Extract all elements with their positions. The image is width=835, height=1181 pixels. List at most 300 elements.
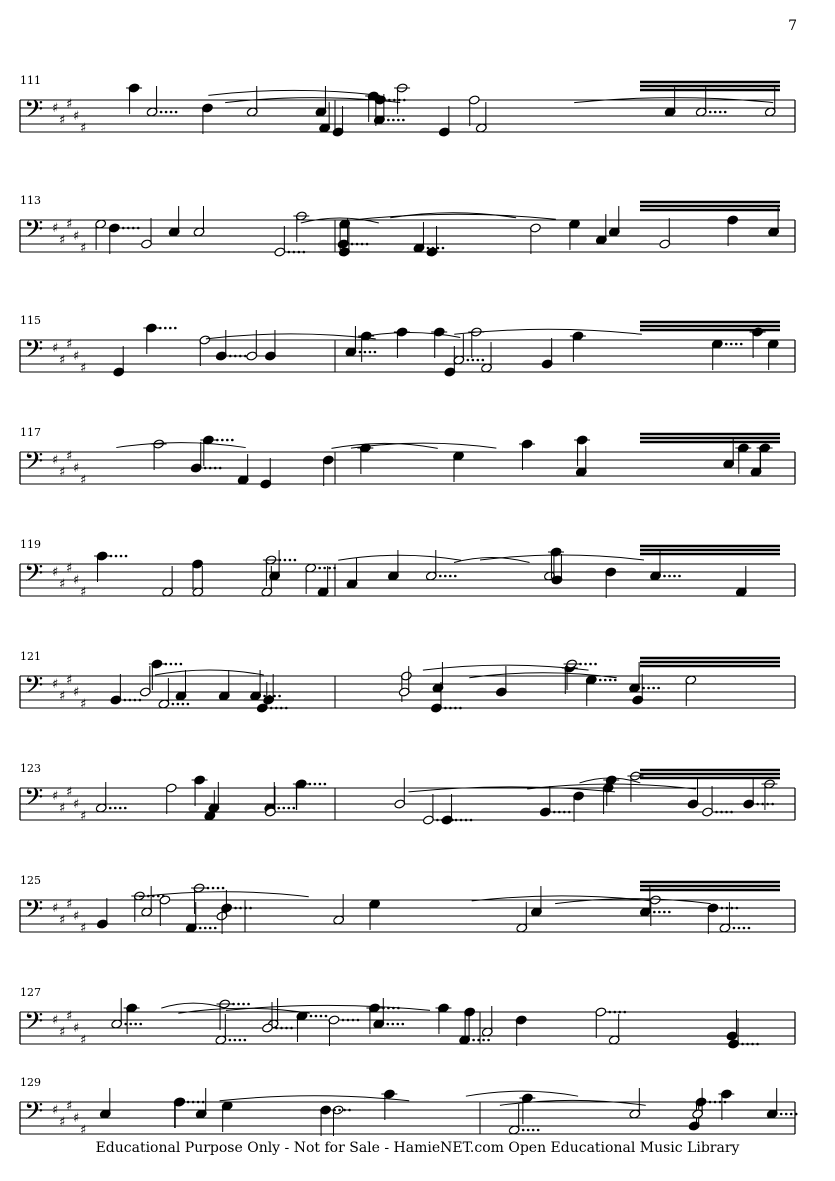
staff-system xyxy=(0,1078,835,1181)
key-sharp: ♯ xyxy=(59,113,66,128)
rhythm-dot xyxy=(472,1039,475,1042)
key-sharp: ♯ xyxy=(59,577,66,592)
rhythm-dot xyxy=(279,559,282,562)
rhythm-dot xyxy=(348,1109,351,1112)
rhythm-dot xyxy=(454,707,457,710)
rhythm-dot xyxy=(730,811,733,814)
rhythm-dot xyxy=(303,251,306,254)
rhythm-dot xyxy=(532,1129,535,1132)
rhythm-dot xyxy=(284,559,287,562)
key-sharp: ♯ xyxy=(66,337,73,352)
bass-clef: 𝄢 xyxy=(24,447,44,482)
key-sharp: ♯ xyxy=(52,1103,59,1118)
key-sharp: ♯ xyxy=(66,561,73,576)
rhythm-dot xyxy=(437,247,440,250)
staff-system xyxy=(0,764,835,874)
rhythm-dot xyxy=(343,1109,346,1112)
rhythm-dot xyxy=(277,807,280,810)
measure-number: 113 xyxy=(20,194,41,207)
footer-text: Educational Purpose Only - Not for Sale - HamieNET.com Open Educational Music Library xyxy=(95,1140,740,1156)
rhythm-dot xyxy=(124,699,127,702)
rhythm-dot xyxy=(219,467,222,470)
rhythm-dot xyxy=(249,907,252,910)
rhythm-dot xyxy=(467,359,470,362)
rhythm-dot xyxy=(795,1113,798,1116)
rhythm-dot xyxy=(460,819,463,822)
key-sharp: ♯ xyxy=(73,573,80,588)
rhythm-dot xyxy=(657,687,660,690)
key-sharp: ♯ xyxy=(59,689,66,704)
bass-clef: 𝄢 xyxy=(24,895,44,930)
rhythm-dot xyxy=(522,1129,525,1132)
rhythm-dot xyxy=(714,111,717,114)
rhythm-dot xyxy=(719,111,722,114)
rhythm-dot xyxy=(209,927,212,930)
rhythm-dot xyxy=(165,111,168,114)
rhythm-dot xyxy=(351,243,354,246)
rhythm-dot xyxy=(477,359,480,362)
staff xyxy=(0,652,800,742)
rhythm-dot xyxy=(790,1113,793,1116)
rhythm-dot xyxy=(204,927,207,930)
bass-clef: 𝄢 xyxy=(24,215,44,250)
rhythm-dot xyxy=(239,907,242,910)
key-sharp: ♯ xyxy=(73,685,80,700)
rhythm-dot xyxy=(725,811,728,814)
rhythm-dot xyxy=(174,327,177,330)
key-sharp: ♯ xyxy=(59,913,66,928)
rhythm-dot xyxy=(720,811,723,814)
measure-number: 123 xyxy=(20,762,41,775)
rhythm-dot xyxy=(125,555,128,558)
rhythm-dot xyxy=(678,575,681,578)
rhythm-dot xyxy=(132,227,135,230)
key-sharp: ♯ xyxy=(59,1025,66,1040)
rhythm-dot xyxy=(325,1015,328,1018)
rhythm-dot xyxy=(584,663,587,666)
key-sharp: ♯ xyxy=(73,909,80,924)
rhythm-dot xyxy=(359,351,362,354)
rhythm-dot xyxy=(731,907,734,910)
rhythm-dot xyxy=(169,327,172,330)
rhythm-dot xyxy=(568,811,571,814)
rhythm-dot xyxy=(761,803,764,806)
rhythm-dot xyxy=(751,1043,754,1046)
key-sharp: ♯ xyxy=(52,565,59,580)
rhythm-dot xyxy=(318,567,321,570)
rhythm-dot xyxy=(663,575,666,578)
rhythm-dot xyxy=(122,227,125,230)
rhythm-dot xyxy=(234,355,237,358)
rhythm-dot xyxy=(623,1011,626,1014)
rhythm-dot xyxy=(290,1027,293,1030)
key-sharp: ♯ xyxy=(66,217,73,232)
rhythm-dot xyxy=(614,679,617,682)
rhythm-dot xyxy=(204,467,207,470)
measure-number: 121 xyxy=(20,650,41,663)
rhythm-dot xyxy=(653,911,656,914)
rhythm-dot xyxy=(120,555,123,558)
rhythm-dot xyxy=(604,679,607,682)
key-sharp: ♯ xyxy=(80,121,87,136)
key-sharp: ♯ xyxy=(52,453,59,468)
rhythm-dot xyxy=(232,1003,235,1006)
rhythm-dot xyxy=(285,1027,288,1030)
rhythm-dot xyxy=(398,99,401,102)
rhythm-dot xyxy=(441,819,444,822)
rhythm-dot xyxy=(709,111,712,114)
tie xyxy=(454,329,642,334)
rhythm-dot xyxy=(366,243,369,246)
rhythm-dot xyxy=(124,807,127,810)
rhythm-dot xyxy=(724,111,727,114)
tie xyxy=(500,1100,646,1105)
rhythm-dot xyxy=(465,819,468,822)
rhythm-dot xyxy=(608,1011,611,1014)
rhythm-dot xyxy=(159,327,162,330)
rhythm-dot xyxy=(294,559,297,562)
rhythm-dot xyxy=(785,1113,788,1116)
rhythm-dot xyxy=(129,1023,132,1026)
rhythm-dot xyxy=(239,1039,242,1042)
rhythm-dot xyxy=(175,663,178,666)
measure-number: 115 xyxy=(20,314,41,327)
key-sharp: ♯ xyxy=(52,341,59,356)
rhythm-dot xyxy=(199,927,202,930)
rhythm-dot xyxy=(139,699,142,702)
rhythm-dot xyxy=(273,695,276,698)
staff-system xyxy=(0,876,835,986)
rhythm-dot xyxy=(356,243,359,246)
key-sharp: ♯ xyxy=(59,801,66,816)
rhythm-dot xyxy=(119,807,122,810)
page-number: 7 xyxy=(788,18,797,34)
rhythm-dot xyxy=(558,811,561,814)
rhythm-dot xyxy=(459,707,462,710)
key-sharp: ♯ xyxy=(80,241,87,256)
key-sharp: ♯ xyxy=(52,101,59,116)
rhythm-dot xyxy=(109,807,112,810)
key-sharp: ♯ xyxy=(66,1009,73,1024)
measure-number: 127 xyxy=(20,986,41,999)
rhythm-dot xyxy=(397,119,400,122)
key-sharp: ♯ xyxy=(73,461,80,476)
key-sharp: ♯ xyxy=(52,677,59,692)
rhythm-dot xyxy=(134,1023,137,1026)
rhythm-dot xyxy=(263,695,266,698)
rhythm-dot xyxy=(175,111,178,114)
staff xyxy=(0,988,800,1078)
rhythm-dot xyxy=(214,927,217,930)
rhythm-dot xyxy=(115,555,118,558)
tie xyxy=(155,670,264,675)
rhythm-dot xyxy=(127,227,130,230)
staff xyxy=(0,540,800,630)
tie xyxy=(206,334,376,339)
tie xyxy=(358,332,460,337)
rhythm-dot xyxy=(748,927,751,930)
rhythm-dot xyxy=(579,663,582,666)
rhythm-dot xyxy=(328,567,331,570)
rhythm-dot xyxy=(187,1101,190,1104)
rhythm-dot xyxy=(177,703,180,706)
rhythm-dot xyxy=(402,119,405,122)
rhythm-dot xyxy=(449,707,452,710)
rhythm-dot xyxy=(244,355,247,358)
staff xyxy=(0,764,800,854)
bass-clef: 𝄢 xyxy=(24,671,44,706)
rhythm-dot xyxy=(352,1019,355,1022)
key-sharp: ♯ xyxy=(59,465,66,480)
bass-clef: 𝄢 xyxy=(24,1097,44,1132)
rhythm-dot xyxy=(172,703,175,706)
rhythm-dot xyxy=(139,1023,142,1026)
key-sharp: ♯ xyxy=(59,233,66,248)
key-sharp: ♯ xyxy=(80,921,87,936)
rhythm-dot xyxy=(285,707,288,710)
rhythm-dot xyxy=(756,1043,759,1046)
key-sharp: ♯ xyxy=(80,585,87,600)
rhythm-dot xyxy=(217,887,220,890)
bass-clef: 𝄢 xyxy=(24,783,44,818)
rhythm-dot xyxy=(455,819,458,822)
rhythm-dot xyxy=(449,575,452,578)
rhythm-dot xyxy=(719,1101,722,1104)
rhythm-dot xyxy=(401,1023,404,1026)
tie xyxy=(480,555,644,560)
rhythm-dot xyxy=(387,119,390,122)
rhythm-dot xyxy=(756,803,759,806)
tie xyxy=(466,1091,578,1096)
key-sharp: ♯ xyxy=(66,449,73,464)
rhythm-dot xyxy=(234,1039,237,1042)
rhythm-dot xyxy=(134,699,137,702)
rhythm-dot xyxy=(319,783,322,786)
rhythm-dot xyxy=(487,1039,490,1042)
rhythm-dot xyxy=(482,359,485,362)
tie xyxy=(360,214,556,219)
rhythm-dot xyxy=(209,467,212,470)
rhythm-dot xyxy=(553,811,556,814)
key-sharp: ♯ xyxy=(59,1115,66,1130)
rhythm-dot xyxy=(289,559,292,562)
bass-clef: 𝄢 xyxy=(24,1007,44,1042)
rhythm-dot xyxy=(234,907,237,910)
rhythm-dot xyxy=(741,1043,744,1046)
key-sharp: ♯ xyxy=(73,797,80,812)
rhythm-dot xyxy=(668,911,671,914)
rhythm-dot xyxy=(278,695,281,698)
rhythm-dot xyxy=(663,911,666,914)
rhythm-dot xyxy=(743,927,746,930)
rhythm-dot xyxy=(324,783,327,786)
rhythm-dot xyxy=(439,575,442,578)
rhythm-dot xyxy=(180,663,183,666)
rhythm-dot xyxy=(182,703,185,706)
key-sharp: ♯ xyxy=(80,697,87,712)
rhythm-dot xyxy=(393,99,396,102)
rhythm-dot xyxy=(725,343,728,346)
rhythm-dot xyxy=(477,1039,480,1042)
key-sharp: ♯ xyxy=(80,1123,87,1138)
key-sharp: ♯ xyxy=(52,901,59,916)
rhythm-dot xyxy=(231,439,234,442)
rhythm-dot xyxy=(298,251,301,254)
tie xyxy=(226,1005,430,1010)
staff-system xyxy=(0,540,835,650)
tie xyxy=(220,1096,410,1101)
rhythm-dot xyxy=(766,803,769,806)
rhythm-dot xyxy=(309,783,312,786)
rhythm-dot xyxy=(170,663,173,666)
rhythm-dot xyxy=(244,907,247,910)
rhythm-dot xyxy=(287,807,290,810)
rhythm-dot xyxy=(733,927,736,930)
key-sharp: ♯ xyxy=(66,97,73,112)
rhythm-dot xyxy=(165,663,168,666)
staff xyxy=(0,76,800,166)
rhythm-dot xyxy=(537,1129,540,1132)
rhythm-dot xyxy=(310,1015,313,1018)
rhythm-dot xyxy=(369,351,372,354)
staff xyxy=(0,876,800,966)
rhythm-dot xyxy=(333,567,336,570)
measure-number: 125 xyxy=(20,874,41,887)
rhythm-dot xyxy=(396,1023,399,1026)
rhythm-dot xyxy=(589,663,592,666)
key-sharp: ♯ xyxy=(73,1021,80,1036)
rhythm-dot xyxy=(364,351,367,354)
rhythm-dot xyxy=(212,887,215,890)
rhythm-dot xyxy=(357,1019,360,1022)
rhythm-dot xyxy=(110,555,113,558)
rhythm-dot xyxy=(229,355,232,358)
rhythm-dot xyxy=(444,575,447,578)
rhythm-dot xyxy=(403,99,406,102)
rhythm-dot xyxy=(288,251,291,254)
rhythm-dot xyxy=(320,1015,323,1018)
staff-system xyxy=(0,428,835,538)
rhythm-dot xyxy=(222,887,225,890)
rhythm-dot xyxy=(618,1011,621,1014)
key-sharp: ♯ xyxy=(73,1111,80,1126)
rhythm-dot xyxy=(738,927,741,930)
measure-number: 119 xyxy=(20,538,41,551)
rhythm-dot xyxy=(780,1113,783,1116)
rhythm-dot xyxy=(293,251,296,254)
rhythm-dot xyxy=(715,811,718,814)
rhythm-dot xyxy=(386,1023,389,1026)
rhythm-dot xyxy=(374,351,377,354)
rhythm-dot xyxy=(647,687,650,690)
rhythm-dot xyxy=(275,707,278,710)
rhythm-dot xyxy=(114,807,117,810)
rhythm-dot xyxy=(436,819,439,822)
rhythm-dot xyxy=(338,1109,341,1112)
rhythm-dot xyxy=(392,119,395,122)
measure-number: 111 xyxy=(20,74,41,87)
rhythm-dot xyxy=(244,1039,247,1042)
rhythm-dot xyxy=(391,1023,394,1026)
rhythm-dot xyxy=(247,1003,250,1006)
key-sharp: ♯ xyxy=(66,897,73,912)
rhythm-dot xyxy=(202,1101,205,1104)
rhythm-dot xyxy=(444,707,447,710)
rhythm-dot xyxy=(275,1027,278,1030)
rhythm-dot xyxy=(724,1101,727,1104)
key-sharp: ♯ xyxy=(80,1033,87,1048)
measure-number: 117 xyxy=(20,426,41,439)
tie xyxy=(161,1003,225,1008)
staff-system xyxy=(0,316,835,426)
rhythm-dot xyxy=(472,359,475,362)
key-sharp: ♯ xyxy=(73,349,80,364)
key-sharp: ♯ xyxy=(52,1013,59,1028)
rhythm-dot xyxy=(160,111,163,114)
rhythm-dot xyxy=(427,247,430,250)
rhythm-dot xyxy=(482,1039,485,1042)
rhythm-dot xyxy=(599,679,602,682)
key-sharp: ♯ xyxy=(66,673,73,688)
bass-clef: 𝄢 xyxy=(24,95,44,130)
rhythm-dot xyxy=(709,1101,712,1104)
rhythm-dot xyxy=(470,819,473,822)
rhythm-dot xyxy=(270,707,273,710)
rhythm-dot xyxy=(658,911,661,914)
staff xyxy=(0,428,800,518)
staff xyxy=(0,316,800,406)
rhythm-dot xyxy=(242,1003,245,1006)
staff xyxy=(0,196,800,286)
rhythm-dot xyxy=(451,819,454,822)
rhythm-dot xyxy=(736,907,739,910)
rhythm-dot xyxy=(454,575,457,578)
rhythm-dot xyxy=(226,439,229,442)
rhythm-dot xyxy=(446,819,449,822)
bass-clef: 𝄢 xyxy=(24,559,44,594)
key-sharp: ♯ xyxy=(52,789,59,804)
rhythm-dot xyxy=(239,355,242,358)
rhythm-dot xyxy=(740,343,743,346)
rhythm-dot xyxy=(652,687,655,690)
rhythm-dot xyxy=(124,1023,127,1026)
rhythm-dot xyxy=(721,907,724,910)
rhythm-dot xyxy=(170,111,173,114)
rhythm-dot xyxy=(442,247,445,250)
staff-system xyxy=(0,76,835,186)
rhythm-dot xyxy=(563,811,566,814)
key-sharp: ♯ xyxy=(80,473,87,488)
rhythm-dot xyxy=(594,663,597,666)
rhythm-dot xyxy=(280,1027,283,1030)
rhythm-dot xyxy=(361,243,364,246)
key-sharp: ♯ xyxy=(59,353,66,368)
rhythm-dot xyxy=(221,439,224,442)
rhythm-dot xyxy=(730,343,733,346)
rhythm-dot xyxy=(771,803,774,806)
rhythm-dot xyxy=(214,467,217,470)
rhythm-dot xyxy=(673,575,676,578)
rhythm-dot xyxy=(347,1019,350,1022)
rhythm-dot xyxy=(187,703,190,706)
rhythm-dot xyxy=(314,783,317,786)
rhythm-dot xyxy=(129,699,132,702)
rhythm-dot xyxy=(164,327,167,330)
rhythm-dot xyxy=(229,1039,232,1042)
key-sharp: ♯ xyxy=(73,229,80,244)
rhythm-dot xyxy=(613,1011,616,1014)
tie xyxy=(208,90,379,95)
